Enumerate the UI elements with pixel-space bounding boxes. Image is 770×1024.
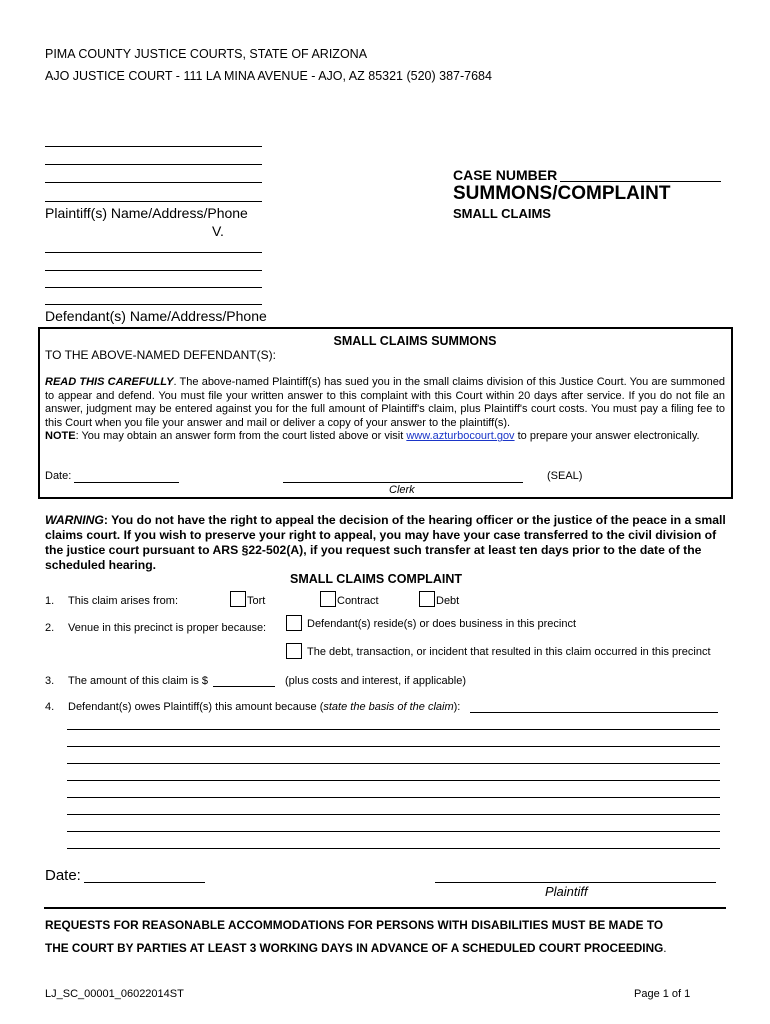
summons-date-label: Date: [45, 470, 72, 482]
case-number-field[interactable] [560, 181, 721, 182]
claim-basis-line-6[interactable] [67, 814, 720, 815]
contract-label: Contract [337, 595, 379, 607]
defendant-label: Defendant(s) Name/Address/Phone [45, 308, 267, 324]
venue-defendant-label: Defendant(s) reside(s) or does business in this precinct [307, 618, 577, 630]
summons-date-field[interactable] [74, 482, 179, 483]
claim-basis-line-1[interactable] [67, 729, 720, 730]
form-id: LJ_SC_00001_06022014ST [45, 988, 184, 1000]
plaintiff-date-field[interactable] [84, 882, 205, 883]
defendant-line-4[interactable] [45, 304, 262, 305]
azturbocourt-link[interactable]: www.azturbocourt.gov [406, 430, 515, 443]
debt-checkbox[interactable] [419, 591, 435, 607]
claim-basis-line-4[interactable] [67, 780, 720, 781]
accommodation-line-2-text: THE COURT BY PARTIES AT LEAST 3 WORKING DAYS IN ADVANCE OF A SCHEDULED COURT PROCEEDING [45, 941, 664, 955]
claim-basis-line-3[interactable] [67, 763, 720, 764]
complaint-heading: SMALL CLAIMS COMPLAINT [290, 572, 462, 586]
summons-heading: SMALL CLAIMS SUMMONS [333, 334, 497, 348]
form-title: SUMMONS/COMPLAINT [453, 183, 671, 204]
versus-label: V. [212, 223, 224, 239]
summons-body-text: . The above-named Plaintiff(s) has sued you in the small claims division of this Justice Court. You are summoned to appear and defend. You must file your written answer to this complaint with this Court within 20 days after service. If you do not file an answer, judgment may be entered against you for the full amount of Plaintiff's claim, plus Plaintiff's court costs. You must pay a filing fee to this Court when you file your answer and mail or deliver a copy of your answer to the plaintiff(s). [45, 376, 725, 429]
claim-amount-field[interactable] [213, 686, 275, 687]
item-1-number: 1. [45, 595, 55, 607]
summons-to-line: TO THE ABOVE-NAMED DEFENDANT(S): [45, 348, 276, 362]
plaintiff-line-1[interactable] [45, 146, 262, 147]
note-label: NOTE [45, 430, 76, 443]
item-2-number: 2. [45, 622, 55, 634]
clerk-signature-line[interactable] [283, 482, 523, 483]
tort-checkbox[interactable] [230, 591, 246, 607]
court-address: AJO JUSTICE COURT - 111 LA MINA AVENUE - AJO, AZ 85321 (520) 387-7684 [45, 69, 492, 83]
tort-label: Tort [247, 595, 266, 607]
seal-label: (SEAL) [547, 470, 583, 482]
summons-body [45, 376, 725, 444]
note-text: : You may obtain an answer form from the court listed above or visit [75, 430, 407, 443]
item-3-note: (plus costs and interest, if applicable) [285, 675, 466, 687]
item-4-text-start: Defendant(s) owes Plaintiff(s) this amount because ( [68, 701, 324, 713]
item-4-text-end: ): [453, 701, 461, 713]
court-name: PIMA COUNTY JUSTICE COURTS, STATE OF ARIZONA [45, 47, 368, 61]
accommodation-line-2 [45, 941, 667, 955]
page-number: Page 1 of 1 [634, 988, 691, 1000]
item-2-text: Venue in this precinct is proper because: [68, 622, 267, 634]
accommodation-line-2-period: . [663, 941, 667, 955]
warning-body: : You do not have the right to appeal the decision of the hearing officer or the justice of the peace in a small claims court. If you wish to preserve your right to appeal, you may have your case transferred to the civil division of the justice court pursuant to ARS §22-502(A), if you request such transfer at least ten days prior to the date of the scheduled hearing. [45, 513, 726, 572]
case-number-label: CASE NUMBER [453, 167, 558, 183]
venue-defendant-checkbox[interactable] [286, 615, 302, 631]
item-3-text: The amount of this claim is $ [68, 675, 209, 687]
warning-text [45, 513, 727, 573]
form-subtitle: SMALL CLAIMS [453, 206, 551, 221]
contract-checkbox[interactable] [320, 591, 336, 607]
defendant-line-3[interactable] [45, 287, 262, 288]
accommodation-divider [44, 907, 726, 909]
claim-basis-line-0[interactable] [470, 712, 718, 713]
plaintiff-line-2[interactable] [45, 164, 262, 165]
claim-basis-line-5[interactable] [67, 797, 720, 798]
note-text-end: to prepare your answer electronically. [514, 430, 700, 443]
claim-basis-line-2[interactable] [67, 746, 720, 747]
plaintiff-label: Plaintiff(s) Name/Address/Phone [45, 205, 248, 221]
plaintiff-date-label: Date: [45, 867, 81, 884]
plaintiff-signature-label: Plaintiff [545, 884, 588, 899]
item-1-text: This claim arises from: [68, 595, 179, 607]
venue-incident-checkbox[interactable] [286, 643, 302, 659]
debt-label: Debt [436, 595, 460, 607]
accommodation-line-1: REQUESTS FOR REASONABLE ACCOMMODATIONS FOR PERSONS WITH DISABILITIES MUST BE MADE TO [45, 918, 664, 932]
read-carefully-label: READ THIS CAREFULLY [45, 376, 174, 388]
item-4-number: 4. [45, 701, 55, 713]
claim-basis-line-7[interactable] [67, 831, 720, 832]
clerk-label: Clerk [389, 484, 415, 496]
item-4-italic: state the basis of the claim [323, 701, 454, 713]
venue-incident-label: The debt, transaction, or incident that resulted in this claim occurred in this precinct [307, 646, 711, 658]
warning-label: WARNING [45, 513, 104, 527]
item-4-text [68, 701, 460, 713]
defendant-line-2[interactable] [45, 270, 262, 271]
defendant-line-1[interactable] [45, 252, 262, 253]
plaintiff-line-4[interactable] [45, 201, 262, 202]
plaintiff-line-3[interactable] [45, 182, 262, 183]
claim-basis-line-8[interactable] [67, 848, 720, 849]
plaintiff-signature-line[interactable] [435, 882, 716, 883]
item-3-number: 3. [45, 675, 55, 687]
